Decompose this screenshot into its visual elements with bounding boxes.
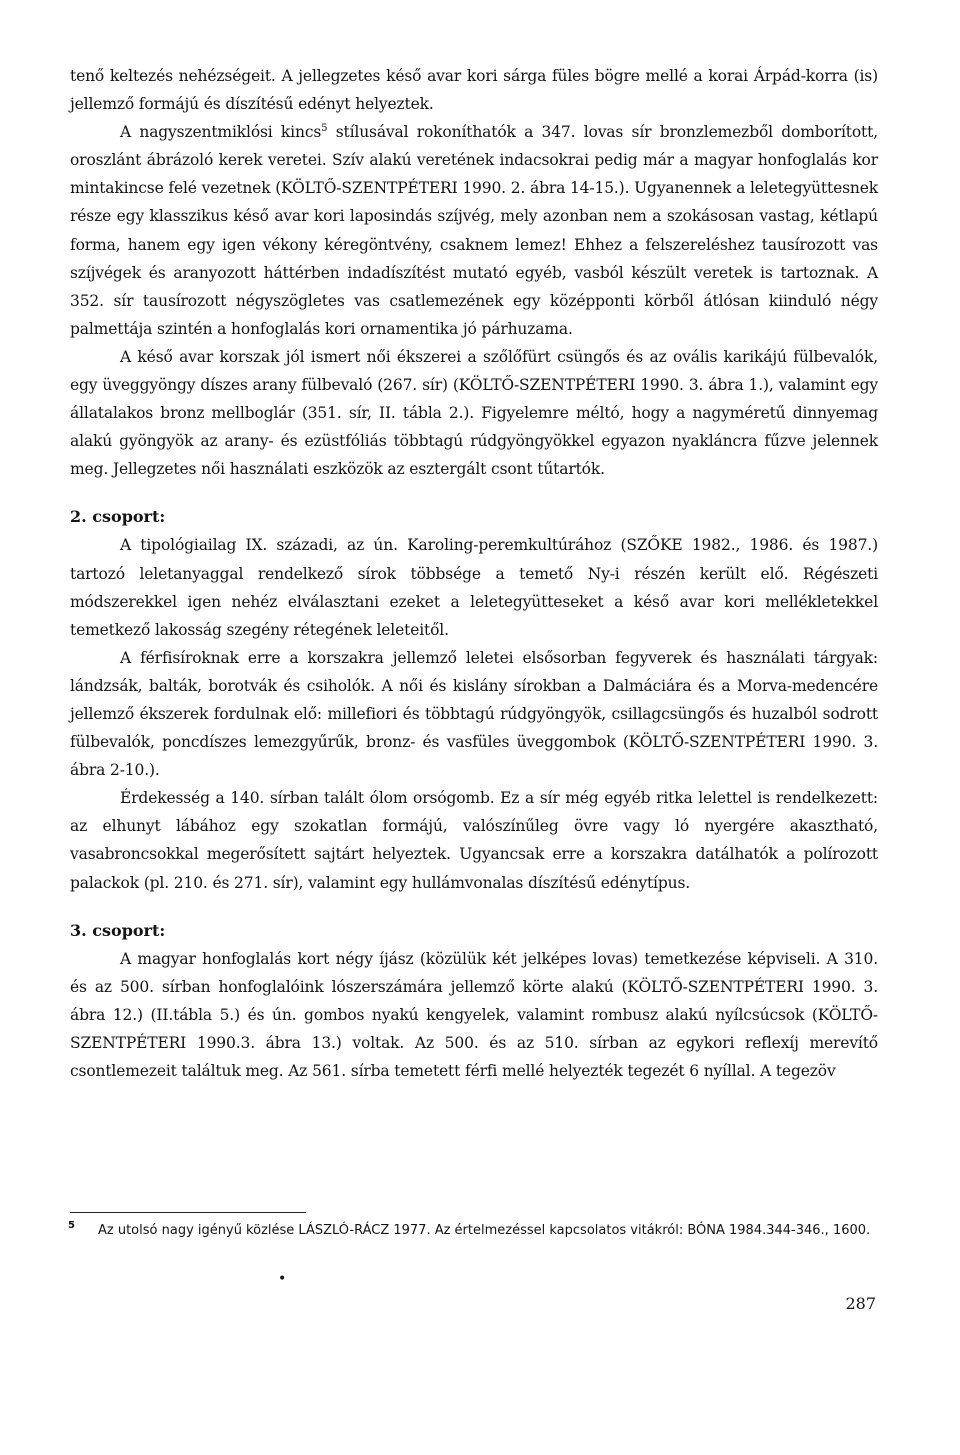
stray-dot-mark: • — [278, 1271, 287, 1287]
paragraph-1: tenő keltezés nehézségeit. A jellegzetes késő avar kori sárga füles bögre mellé a korai Árpád-korra (is) jellemző formájú és díszítésű edényt helyeztek. — [70, 67, 878, 114]
footnote-mark: 5 — [68, 1220, 75, 1231]
footnote-text: Az utolsó nagy igényű közlése LÁSZLÓ-RÁCZ 1977. Az értelmezéssel kapcsolatos vitákról: BÓNA 1984.344-346., 1600. — [98, 1223, 871, 1238]
group-2-heading: 2. csoport: — [70, 507, 166, 527]
group-3-heading: 3. csoport: — [70, 920, 166, 940]
group-3-paragraph-1: A magyar honfoglalás kort négy íjász (közülük két jelképes lovas) temetkezése képviseli. A 310. és az 500. sírban honfoglalóink lószerszámára jellemző körte alakú (KÖLTŐ-SZENTPÉTERI 1990. 3. ábra 12.) (II.tábla 5.) és ún. gombos nyakú kengyelek, valamint rombusz alakú nyílcsúcsok (KÖLTŐ-SZENTPÉTERI 1990.3. ábra 13.) voltak. Az 500. és az 510. sírban az egykori reflexíj merevítő csontlemezeit találtuk meg. Az 561. sírba temetett férfi mellé helyezték tegezét 6 nyíllal. A tegezöv — [70, 949, 878, 1080]
footnote-reference[interactable]: 5 — [321, 123, 328, 135]
footnote-divider — [70, 1212, 306, 1213]
paragraph-2 — [70, 118, 878, 343]
paragraph-2-rest: stílusával rokoníthatók a 347. lovas sír bronzlemezből domborított, oroszlánt ábrázoló kerek veretei. Szív alakú veretének indacsokrai pedig már a magyar honfoglalás kor mintakincse felé vezetnek (KÖLTŐ-SZENTPÉTERI 1990. 2. ábra 14-15.). Ugyanennek a leletegyüttesnek része egy klasszikus késő avar kori laposindás szíjvég, mely azonban nem a szokásosan vastag, kétlapú forma, hanem egy igen vékony kéregöntvény, csaknem lemez! Ehhez a felszereléshez tausírozott vas szíjvégek és aranyozott háttérben indadíszítést mutató egyéb, vasból készült veretek is tartoznak. A 352. sír tausírozott négyszögletes vas csatlemezének egy középponti körből átlósan kiinduló négy palmettája szintén a honfoglalás kori ornamentika jó párhuzama. — [70, 123, 879, 338]
paragraph-2-start: A nagyszentmiklósi kincs — [120, 123, 322, 142]
group-2-paragraph-1: A tipológiailag IX. századi, az ún. Karoling-peremkultúrához (SZŐKE 1982., 1986. és 1987.) tartozó leletanyaggal rendelkező sírok többsége a temető Ny-i részén került elő. Régészeti módszerekkel igen nehéz elválasztani ezeket a leletegyütteseket a késő avar kori mellékletekkel temetkező lakosság szegény rétegének leleteitől. — [70, 536, 878, 639]
group-2-paragraph-2: A férfisíroknak erre a korszakra jellemző leletei elsősorban fegyverek és használati tárgyak: lándzsák, balták, borotvák és csiholók. A női és kislány sírokban a Dalmáciára és a Morva-medencére jellemző ékszerek fordulnak elő: millefiori és többtagú rúdgyöngyök, csillagcsüngős és huzalból sodrott fülbevalók, poncdíszes lemezgyűrűk, bronz- és vasfüles üveggombok (KÖLTŐ-SZENTPÉTERI 1990. 3. ábra 2-10.). — [70, 648, 878, 780]
page-number: 287 — [845, 1294, 876, 1313]
page-body — [70, 62, 878, 1085]
paragraph-3: A késő avar korszak jól ismert női ékszerei a szőlőfürt csüngős és az ovális karikájú fülbevalók, egy üveggyöngy díszes arany fülbevaló (267. sír) (KÖLTŐ-SZENTPÉTERI 1990. 3. ábra 1.), valamint egy állatalakos bronz mellboglár (351. sír, II. tábla 2.). Figyelemre méltó, hogy a nagyméretű dinnyemag alakú gyöngyök az arany- és ezüstfóliás többtagú rúdgyöngyökkel egyazon nyakláncra fűzve jelennek meg. Jellegzetes női használati eszközök az esztergált csont tűtartók. — [70, 347, 878, 479]
footnote — [70, 1220, 878, 1241]
group-2-paragraph-3: Érdekesség a 140. sírban talált ólom orsógomb. Ez a sír még egyéb ritka lelettel is rendelkezett: az elhunyt lábához egy szokatlan formájú, valószínűleg övre vagy ló nyergére akasztható, vasabroncsokkal megerősített sajtárt helyeztek. Ugyancsak erre a korszakra datálhatók a polírozott palackok (pl. 210. és 271. sír), valamint egy hullámvonalas díszítésű edénytípus. — [70, 789, 878, 892]
